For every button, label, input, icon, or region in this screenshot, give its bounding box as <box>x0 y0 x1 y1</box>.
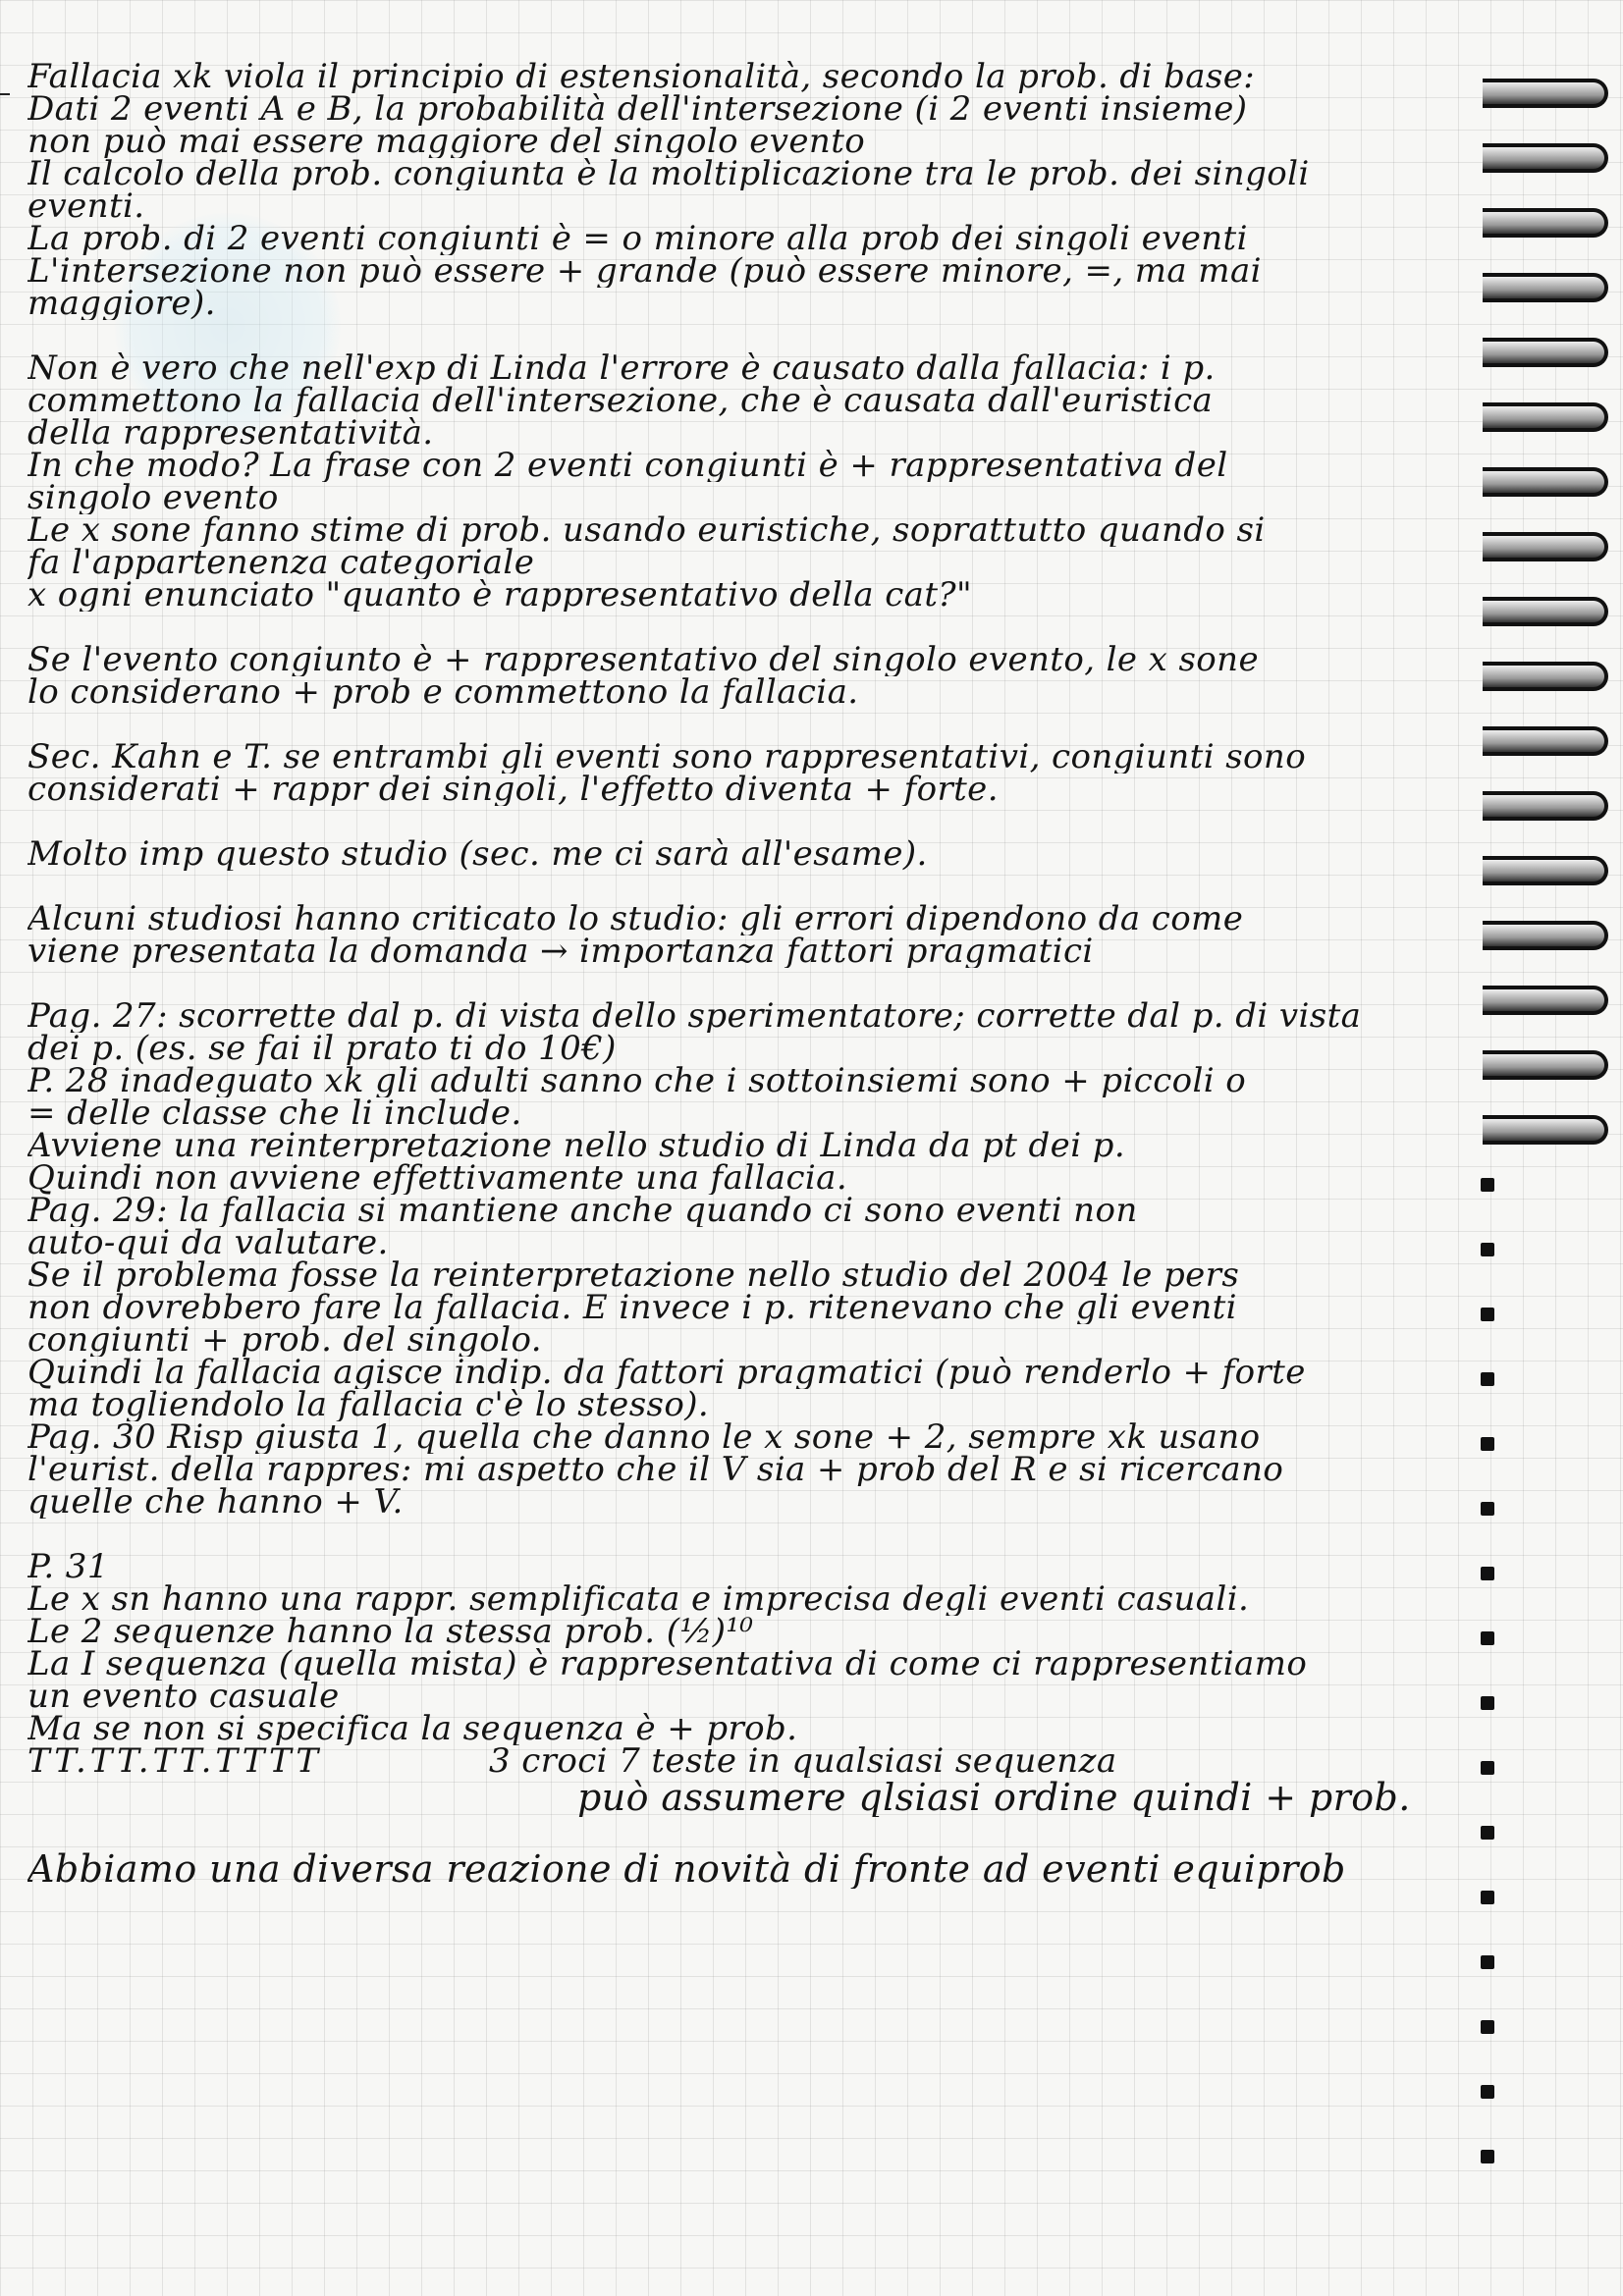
note-line: fa l'appartenenza categoriale <box>27 547 535 579</box>
binding-hole <box>1481 1178 1494 1192</box>
note-line: Dati 2 eventi A e B, la probabilità dell'intersezione (i 2 eventi insieme) <box>27 93 1248 126</box>
note-line: Ma se non si specifica la sequenza è + prob. <box>27 1713 798 1745</box>
spiral-ring <box>1483 856 1608 885</box>
note-line: P. 28 inadeguato xk gli adulti sanno che i sottoinsiemi sono + piccoli o <box>27 1065 1247 1097</box>
handwritten-notes <box>27 61 1500 1889</box>
note-line: Alcuni studiosi hanno criticato lo studio: gli errori dipendono da come <box>27 903 1244 935</box>
blank-line <box>27 871 1500 903</box>
note-line: quelle che hanno + V. <box>27 1486 404 1519</box>
spiral-ring <box>1483 986 1608 1015</box>
binding-hole <box>1481 1567 1494 1580</box>
blank-line <box>27 709 1500 741</box>
note-line: della rappresentatività. <box>27 417 434 450</box>
blank-line <box>27 1519 1500 1551</box>
binding-hole <box>1481 2085 1494 2099</box>
blank-line <box>27 806 1500 838</box>
note-line: Pag. 27: scorrette dal p. di vista dello sperimentatore; corrette dal p. di vista <box>27 1000 1362 1033</box>
binding-hole <box>1481 1631 1494 1645</box>
note-line: Pag. 29: la fallacia si mantiene anche quando ci sono eventi non <box>27 1195 1138 1227</box>
note-line: Avviene una reinterpretazione nello studio di Linda da pt dei p. <box>27 1130 1126 1162</box>
binding-hole <box>1481 1696 1494 1710</box>
note-line: l'eurist. della rappres: mi aspetto che il V sia + prob del R e si ricercano <box>27 1454 1284 1486</box>
note-line: In che modo? La frase con 2 eventi congiunti è + rappresentativa del <box>27 450 1228 482</box>
note-line: Il calcolo della prob. congiunta è la moltiplicazione tra le prob. dei singoli <box>27 158 1310 190</box>
blank-line <box>27 612 1500 644</box>
binding-hole <box>1481 2020 1494 2034</box>
spiral-ring <box>1483 79 1608 108</box>
spiral-ring <box>1483 143 1608 173</box>
binding-hole <box>1481 1372 1494 1386</box>
binding-hole <box>1481 1761 1494 1775</box>
spiral-ring <box>1483 273 1608 302</box>
spiral-ring <box>1483 662 1608 691</box>
note-line: può assumere qlsiasi ordine quindi + prob. <box>577 1778 1411 1817</box>
note-line: Pag. 30 Risp giusta 1, quella che danno le x sone + 2, sempre xk usano <box>27 1421 1261 1454</box>
spiral-ring <box>1483 338 1608 367</box>
note-line: Le x sone fanno stime di prob. usando euristiche, soprattutto quando si <box>27 514 1266 547</box>
note-line: Molto imp questo studio (sec. me ci sarà all'esame). <box>27 838 928 871</box>
spiral-ring <box>1483 791 1608 821</box>
spiral-ring <box>1483 1050 1608 1080</box>
note-line: Se l'evento congiunto è + rappresentativo del singolo evento, le x sone <box>27 644 1259 676</box>
spiral-ring <box>1483 402 1608 432</box>
note-line: Fallacia xk viola il principio di estensionalità, secondo la prob. di base: <box>27 61 1256 93</box>
note-line: considerati + rappr dei singoli, l'effetto diventa + forte. <box>27 774 999 806</box>
note-line: non dovrebbero fare la fallacia. E invece i p. ritenevano che gli eventi <box>27 1292 1237 1324</box>
spiral-ring <box>1483 597 1608 626</box>
note-line: congiunti + prob. del singolo. <box>27 1324 542 1357</box>
note-line: Le x sn hanno una rappr. semplificata e imprecisa degli eventi casuali. <box>27 1583 1250 1616</box>
binding-hole <box>1481 1437 1494 1451</box>
note-line: non può mai essere maggiore del singolo evento <box>27 126 866 158</box>
binding-hole <box>1481 1502 1494 1516</box>
note-line: L'intersezione non può essere + grande (può essere minore, =, ma mai <box>27 255 1262 288</box>
note-line: maggiore). <box>27 288 216 320</box>
binding-hole <box>1481 1826 1494 1840</box>
note-line: = delle classe che li include. <box>27 1097 522 1130</box>
note-line: Sec. Kahn e T. se entrambi gli eventi sono rappresentativi, congiunti sono <box>27 741 1307 774</box>
note-line: ma togliendolo la fallacia c'è lo stesso). <box>27 1389 710 1421</box>
note-line: Non è vero che nell'exp di Linda l'errore è causato dalla fallacia: i p. <box>27 352 1216 385</box>
note-line: Quindi la fallacia agisce indip. da fattori pragmatici (può renderlo + forte <box>27 1357 1306 1389</box>
binding-hole <box>1481 1308 1494 1321</box>
note-line: auto-qui da valutare. <box>27 1227 389 1259</box>
coin-sequence: TT.TT.TT.TTTT <box>27 1745 322 1778</box>
blank-line <box>27 1817 1500 1849</box>
note-line: La prob. di 2 eventi congiunti è = o minore alla prob dei singoli eventi <box>27 223 1248 255</box>
coin-sequence-line <box>27 1745 1500 1778</box>
note-line: P. 31 <box>27 1551 109 1583</box>
spiral-binding <box>1473 79 1620 2238</box>
note-line: un evento casuale <box>27 1681 340 1713</box>
note-line: viene presentata la domanda → importanza fattori pragmatici <box>27 935 1094 968</box>
binding-hole <box>1481 2150 1494 2163</box>
note-line: Le 2 sequenze hanno la stessa prob. (½)¹⁰ <box>27 1616 754 1648</box>
spiral-ring <box>1483 208 1608 238</box>
note-line: Se il problema fosse la reinterpretazione nello studio del 2004 le pers <box>27 1259 1240 1292</box>
blank-line <box>27 320 1500 352</box>
page-edge-mark <box>0 93 10 95</box>
binding-hole <box>1481 1243 1494 1256</box>
note-line: eventi. <box>27 190 145 223</box>
spiral-ring <box>1483 467 1608 497</box>
note-line: Abbiamo una diversa reazione di novità di fronte ad eventi equiprob <box>27 1849 1346 1889</box>
note-line: dei p. (es. se fai il prato ti do 10€) <box>27 1033 617 1065</box>
note-line: lo considerano + prob e commettono la fallacia. <box>27 676 859 709</box>
binding-hole <box>1481 1891 1494 1904</box>
spiral-ring <box>1483 532 1608 561</box>
blank-line <box>27 968 1500 1000</box>
spiral-ring <box>1483 1115 1608 1145</box>
spiral-ring <box>1483 726 1608 756</box>
binding-hole <box>1481 1955 1494 1969</box>
note-line: commettono la fallacia dell'intersezione, che è causata dall'euristica <box>27 385 1214 417</box>
note-line: Quindi non avviene effettivamente una fallacia. <box>27 1162 848 1195</box>
note-line: La I sequenza (quella mista) è rappresentativa di come ci rappresentiamo <box>27 1648 1308 1681</box>
note-line: 3 croci 7 teste in qualsiasi sequenza <box>489 1745 1117 1778</box>
note-line: x ogni enunciato "quanto è rappresentativo della cat?" <box>27 579 973 612</box>
spiral-ring <box>1483 921 1608 950</box>
note-line: singolo evento <box>27 482 279 514</box>
